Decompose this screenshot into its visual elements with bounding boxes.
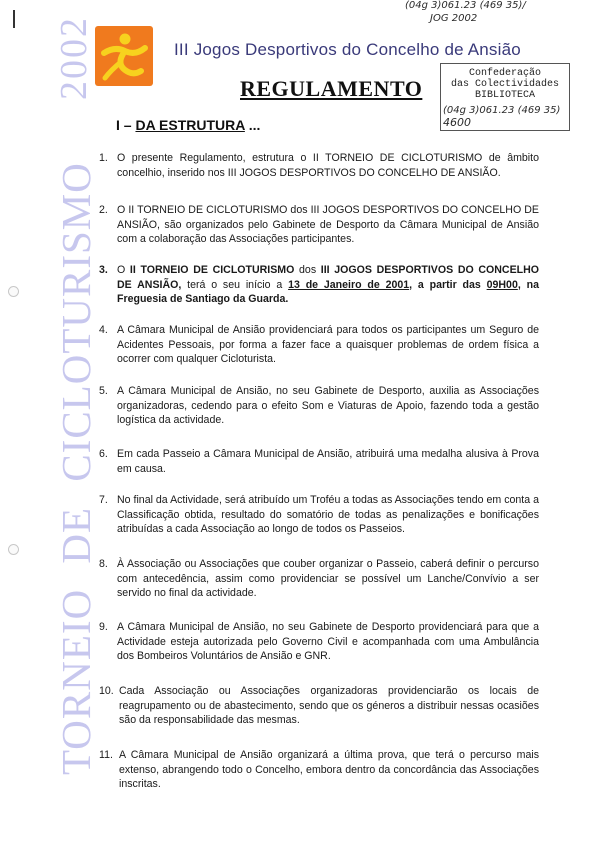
- item-text: Em cada Passeio a Câmara Municipal de Ansião, atribuirá uma medalha alusiva à Prova em causa.: [117, 448, 539, 475]
- item-number: 5.: [99, 385, 108, 397]
- vertical-side-banner: [18, 0, 99, 842]
- item-text: A Câmara Municipal de Ansião organizará a última prova, que terá o percurso mais extenso, abrangendo todo o Concelho, embora dentro da concordância das Associações inscritas.: [119, 749, 539, 790]
- item-text-part: 13 de Janeiro de 2001: [288, 278, 410, 291]
- item-text: O II TORNEIO DE CICLOTURISMO dos III JOGOS DESPORTIVOS DO CONCELHO DE ANSIÃO, são organizados pelo Gabinete de Desporto da Câmara Municipal de Ansião com a colaboração das Associações participantes.: [117, 204, 539, 245]
- item-text: O presente Regulamento, estrutura o II TORNEIO DE CICLOTURISMO de âmbito concelhio, inserido nos III JOGOS DESPORTIVOS DO CONCELHO DE ANSIÃO.: [117, 152, 539, 179]
- item-text-part: III JOGOS DESPORTIVOS DO CONCELHO DE ANSIÃO,: [117, 264, 539, 291]
- item-text: À Associação ou Associações que couber organizar o Passeio, caberá definir o percurso com antecedência, assim como providenciar se possível um Lanche/Convívio a ser servido no final da actividade.: [117, 558, 539, 599]
- regulation-item: [99, 620, 539, 664]
- regulation-item: [99, 151, 539, 180]
- item-number: 9.: [99, 621, 108, 633]
- stamp-line: Confederação: [468, 68, 541, 79]
- item-number: 6.: [99, 448, 108, 460]
- regulation-item: [99, 263, 539, 307]
- vertical-year: 2002: [53, 16, 95, 100]
- document-title: REGULAMENTO: [240, 76, 423, 101]
- item-number: 1.: [99, 152, 108, 164]
- item-text: [117, 263, 539, 307]
- item-number: 8.: [99, 558, 108, 570]
- item-text-part: O: [117, 264, 130, 276]
- item-text: A Câmara Municipal de Ansião, no seu Gabinete de Desporto providenciará para que a Actividade esteja autorizada pelo Governo Civil e acompanhada com uma Ambulância dos Bombeiros Voluntários de Ansião e GNR.: [117, 621, 539, 662]
- games-logo-icon: [95, 26, 153, 86]
- item-text-part: 09H00: [486, 278, 518, 291]
- event-header-title: III Jogos Desportivos do Concelho de Ansião: [174, 40, 521, 59]
- item-text-part: terá o seu início a: [181, 278, 289, 291]
- item-number: 4.: [99, 324, 108, 336]
- item-text: Cada Associação ou Associações organizadoras providenciarão os locais de reagrupamento ou de abastecimento, sendo que os géneros a distribuir nessas ocasiões são da responsabilidade das mesmas.: [119, 685, 539, 726]
- item-text-part: , a partir das: [409, 278, 487, 291]
- regulation-item: [99, 384, 539, 428]
- stamp-handwritten-number: 4600: [443, 116, 471, 129]
- stamp-line: das Colectividades: [450, 79, 560, 90]
- regulation-item: [99, 557, 539, 601]
- regulation-item: [99, 748, 539, 792]
- handwritten-note-year: JOG 2002: [430, 13, 478, 24]
- item-number: 10.: [99, 685, 114, 697]
- section-suffix: ...: [244, 117, 261, 133]
- item-text-part: dos: [294, 264, 321, 276]
- item-text: A Câmara Municipal de Ansião providenciará para todos os participantes um Seguro de Acidentes Pessoais, por forma a fazer face a quaisquer problemas de ordem física a ocorrer com qualquer Cicloturista.: [117, 324, 539, 365]
- item-text-part: II TORNEIO DE CICLOTURISMO: [129, 264, 295, 276]
- item-text: No final da Actividade, será atribuído um Troféu a todas as Associações tendo em conta a Classificação obtida, resultado do somatório de todas as penalizações e bonificações atribuídas a cada Associação ao longo de todos os Passeios.: [117, 494, 539, 535]
- item-text: A Câmara Municipal de Ansião, no seu Gabinete de Desporto, auxilia as Associações organizadoras, cedendo para o efeito Som e Viaturas de Apoio, fazendo toda a gestão logística da actividade.: [117, 385, 539, 426]
- item-number: 7.: [99, 494, 108, 506]
- handwritten-note-code: (04g 3)061.23 (469 35)/: [405, 0, 526, 11]
- item-number: 11.: [99, 749, 113, 761]
- stamp-line: BIBLIOTECA: [474, 90, 535, 101]
- regulation-item: [99, 447, 539, 476]
- item-number: 3.: [99, 264, 108, 276]
- section-heading: [116, 117, 260, 133]
- item-number: 2.: [99, 204, 108, 216]
- vertical-title: TORNEIO DE CICLOTURISMO: [53, 162, 99, 775]
- regulation-item: [99, 684, 539, 728]
- margin-tick-mark: [13, 10, 15, 28]
- section-title: DA ESTRUTURA: [135, 117, 245, 133]
- regulation-item: [99, 493, 539, 537]
- library-stamp: [440, 63, 570, 131]
- regulation-item: [99, 203, 539, 247]
- stamp-handwritten-code: (04g 3)061.23 (469 35): [443, 105, 561, 116]
- section-prefix: I –: [116, 117, 136, 133]
- regulation-item: [99, 323, 539, 367]
- item-text-part: , na Freguesia de Santiago da Guarda.: [117, 278, 539, 305]
